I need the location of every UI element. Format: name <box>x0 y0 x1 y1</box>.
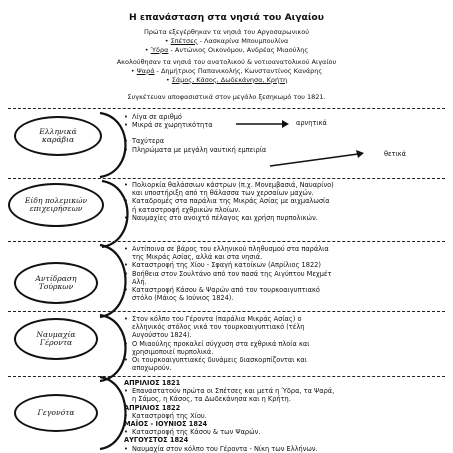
operations-list <box>124 181 446 222</box>
list-item: • Λίγα σε αριθμό <box>124 113 444 121</box>
event-block <box>124 428 446 436</box>
intro-closing: Συγκέτευαν αποφασιστικά στον μεγάλο ξεσηκωμό του 1821. <box>127 93 326 101</box>
list-item: • Βοήθεια στον Σουλτάνο από τον πασά της Αιγύπτου Μεχμέτ <box>124 270 446 278</box>
section-separator <box>8 376 445 377</box>
intro-line-psara <box>0 67 453 76</box>
intro-line-4: Ακολούθησαν τα νησιά του ανατολικού & νοτιοανατολικού Αιγαίου <box>116 58 337 66</box>
list-item: • Οι τουρκοαιγυπτιακές δυνάμεις διασκορπίζονται και <box>124 356 446 364</box>
event-year: ΑΠΡΙΛΙΟΣ 1821 <box>124 379 181 387</box>
list-item-cont: χρησιμοποιεί πυρπολικά. <box>132 347 214 356</box>
list-item: • Πληρώματα με μεγάλη ναυτική εμπειρία <box>124 146 444 154</box>
label-oval-turks <box>14 262 98 304</box>
list-item: • Ναυμαχία στον κόλπο του Γέροντα - Νίκη των Ελλήνων. <box>124 445 446 453</box>
list-item: • Μικρά σε χωρητικότητα <box>124 121 444 129</box>
event-block <box>124 412 446 420</box>
list-item: • Επαναστατούν πρώτα οι Σπέτσες και μετά η Ύδρα, τα Ψαρά, <box>124 387 446 395</box>
events-label: Γεγονότα <box>37 407 75 417</box>
turks-list <box>124 245 446 302</box>
list-item: • Πολιορκία θαλάσσιων κάστρων (π.χ. Μονεμβασιά, Ναυαρίνο) <box>124 181 446 189</box>
intro-block-2 <box>0 58 453 84</box>
list-item: • Καταστροφή της Χίου - Σφαγή κατοίκων (Απρίλιος 1822) <box>124 261 446 269</box>
list-item: • Καταδρομές στα παράλια της Μικράς Ασίας με αιχμαλωσία <box>124 197 446 205</box>
gerontas-label-1: Ναυμαχία <box>36 329 76 339</box>
list-item-cont: της Μικράς Ασίας, αλλά και στα νησιά. <box>132 253 263 262</box>
event-year: ΑΥΓΟΥΣΤΟΣ 1824 <box>124 436 189 445</box>
page-title: Η επανάσταση στα νησιά του Αιγαίου <box>129 12 324 23</box>
arrow-positive-icon <box>268 148 378 178</box>
intro-line-ydra <box>0 46 453 55</box>
list-item-cont: ελληνικός στόλος νικά τον τουρκοαιγυπτιακό (τέλη <box>132 323 305 332</box>
event-block <box>124 445 446 453</box>
ydra-name: Ύδρα <box>150 45 169 54</box>
section-separator <box>8 311 445 312</box>
section-separator <box>8 108 445 109</box>
intro-line-islands <box>0 76 453 85</box>
list-item: • Καταστροφή της Χίου. <box>124 412 446 420</box>
spetses-people: - Λασκαρίνα Μπουμπουλίνα <box>197 36 289 45</box>
event-year: ΜΑΪΟΣ - ΙΟΥΝΙΟΣ 1824 <box>124 420 208 429</box>
section-separator <box>8 178 445 179</box>
psara-people: - Δημήτριος Παπανικολής, Κωνσταντίνος Κανάρης <box>154 66 323 75</box>
negative-label: αρνητικά <box>296 119 327 127</box>
list-item: • Ο Μιαούλης προκαλεί σύγχυση στα εχθρικά πλοία και <box>124 340 446 348</box>
gerontas-list <box>124 315 446 372</box>
list-item-cont: στόλο (Μάιος & Ιούνιος 1824). <box>132 294 234 303</box>
label-oval-ships <box>14 116 102 156</box>
intro-line-1: Πρώτα εξεγέρθηκαν τα νησιά του Αργοσαρωνικού <box>144 28 309 36</box>
section-separator <box>8 241 445 242</box>
list-item-cont: Αλή. <box>132 277 147 286</box>
list-item-cont: η Σάμος, η Κάσος, τα Δωδεκάνησα και η Κρήτη. <box>132 395 291 404</box>
list-item-cont: αποχωρούν. <box>132 364 172 373</box>
operations-label-1: Είδη πολεμικών <box>24 195 88 205</box>
events-list <box>124 379 446 453</box>
spetses-name: Σπέτσες <box>170 36 198 45</box>
operations-label-2: επιχειρήσεων <box>29 204 83 213</box>
list-item: • Καταστροφή Κάσου & Ψαρών από τον τουρκοαιγυπτιακό <box>124 286 446 294</box>
label-oval-gerontas <box>14 318 98 360</box>
list-item: • Ναυμαχίες στο ανοιχτό πέλαγος και χρήση πυρπολικών. <box>124 214 446 222</box>
turks-label-2: Τούρκων <box>38 282 74 291</box>
list-item-cont: ή καταστροφή εχθρικών πλοίων. <box>132 205 241 214</box>
gerontas-label-2: Γέροντα <box>39 338 73 347</box>
list-item-cont: και υποστήριξη από τη θάλασσα των χερσαίων μαχών. <box>132 189 314 198</box>
intro-line-spetses <box>0 37 453 46</box>
islands-list: Σάμος, Κάσος, Δωδεκάνησα, Κρήτη <box>171 75 288 84</box>
list-item: • Ταχύτερα <box>124 137 444 145</box>
label-oval-operations <box>8 183 104 227</box>
label-oval-events <box>14 394 98 432</box>
turks-label-1: Αντίδραση <box>35 273 77 283</box>
list-item: • Αντίποινα σε βάρος του ελληνικού πληθυσμού στα παράλια <box>124 245 446 253</box>
ships-label-2: καράβια <box>41 135 75 144</box>
list-item: • Καταστροφή της Κάσου & των Ψαρών. <box>124 428 446 436</box>
ydra-people: - Αντώνιος Οικονόμου, Ανδρέας Μιαούλης <box>168 45 309 54</box>
ships-label-1: Ελληνικά <box>39 126 77 136</box>
list-item: • Στον κόλπο του Γέροντα (παράλια Μικράς Ασίας) ο <box>124 315 446 323</box>
event-block <box>124 387 446 403</box>
arrow-negative-icon <box>234 112 294 142</box>
event-year: ΑΠΡΙΛΙΟΣ 1822 <box>124 403 181 412</box>
psara-name: Ψαρά <box>136 66 155 75</box>
intro-block <box>0 28 453 54</box>
positive-label: θετικά <box>384 150 407 158</box>
list-item-cont: Αυγούστου 1824). <box>132 331 192 340</box>
